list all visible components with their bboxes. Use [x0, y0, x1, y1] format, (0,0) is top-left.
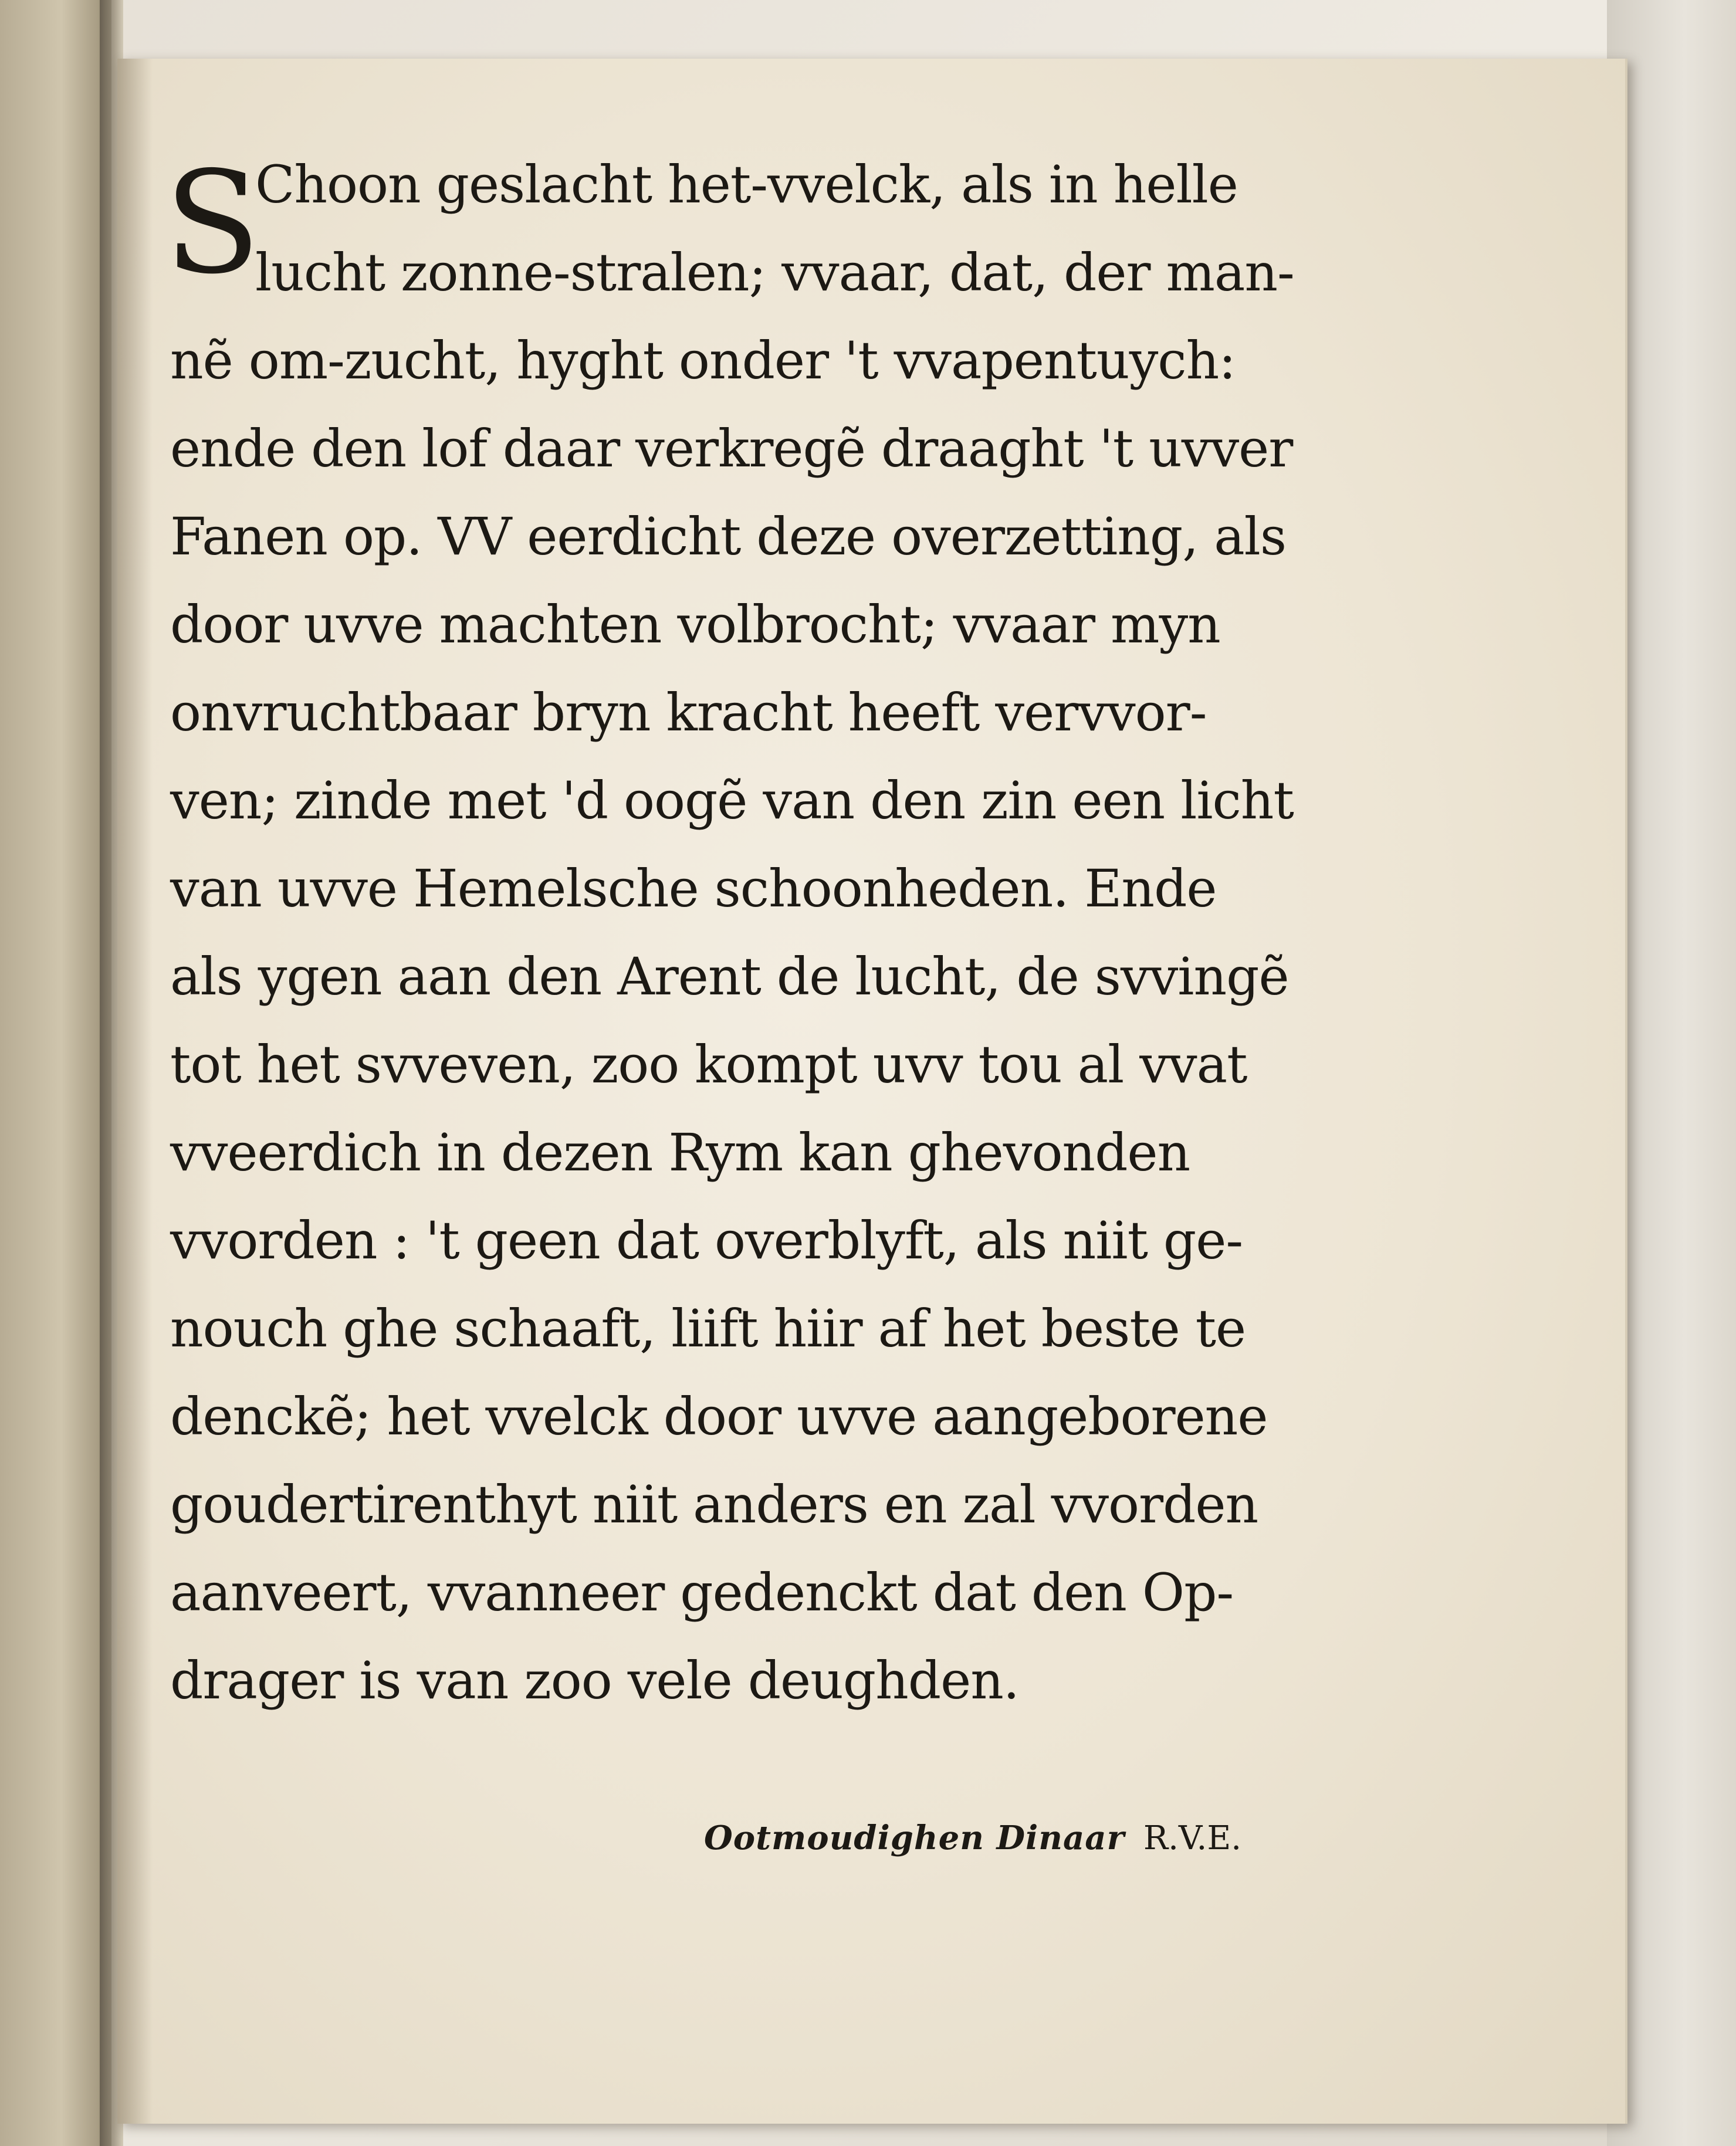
text-line-5: Fanen op. VV eerdicht deze overzetting, als: [170, 506, 1286, 567]
text-line-4: ende den lof daar verkregẽ draaght 't uvver: [170, 418, 1293, 479]
text-line-16: goudertirenthyt niit anders en zal vvorden: [170, 1474, 1258, 1535]
text-line-12: vveerdich in dezen Rym kan ghevonden: [170, 1122, 1190, 1183]
text-line-3: nẽ om-zucht, hyght onder 't vvapentuych:: [170, 330, 1236, 391]
drop-cap: S: [164, 141, 260, 305]
page-text: [164, 141, 1508, 1725]
signature-name: Ootmoudighen Dinaar: [704, 1819, 1125, 1857]
previous-page-edge: [0, 0, 111, 2146]
text-line-17: aanveert, vvanneer gedenckt dat den Op-: [170, 1562, 1234, 1623]
text-line-14: nouch ghe schaaft, liift hiir af het beste te: [170, 1298, 1246, 1359]
text-line-18: drager is van zoo vele deughden.: [170, 1650, 1019, 1711]
signature-initials: R.V.E.: [1143, 1819, 1242, 1857]
text-line-13: vvorden : 't geen dat overblyft, als niit ge-: [170, 1210, 1243, 1271]
text-line-15: denckẽ; het vvelck door uvve aangeborene: [170, 1386, 1268, 1447]
signature: [704, 1819, 1241, 1857]
text-line-9: van uvve Hemelsche schoonheden. Ende: [170, 858, 1217, 919]
text-line-11: tot het svveven, zoo kompt uvv tou al vvat: [170, 1034, 1247, 1095]
text-line-7: onvruchtbaar bryn kracht heeft vervvor-: [170, 682, 1207, 743]
text-line-8: ven; zinde met 'd oogẽ van den zin een licht: [170, 770, 1294, 831]
text-line-6: door uvve machten volbrocht; vvaar myn: [170, 594, 1220, 655]
text-line-10: als ygen aan den Arent de lucht, de svvingẽ: [170, 946, 1289, 1007]
text-line-2: lucht zonne-stralen; vvaar, dat, der man-: [255, 242, 1294, 303]
book-page: [117, 59, 1627, 2124]
first-line-text: Choon geslacht het-vvelck, als in helle: [255, 154, 1238, 215]
